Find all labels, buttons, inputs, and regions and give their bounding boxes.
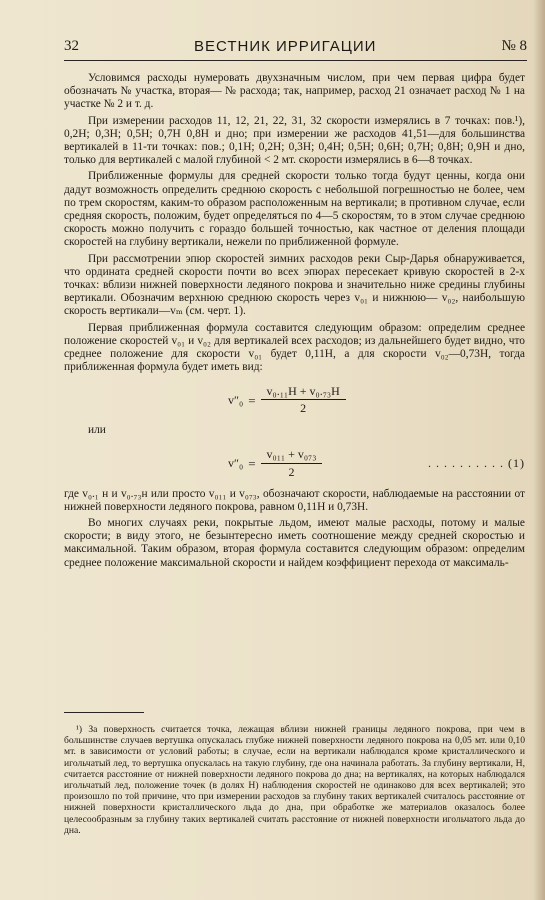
paragraph: Во многих случаях реки, покрытые льдом, имеют малые расходы, потому и малые скорости; в виду этого, не безынтересно иметь соотношение между средней скоростью и максимальной. Таким образом, вторая формула составится следующим образом: определим среднее положение максимальной скорости и найдем коэффициент перехода от максималь-: [64, 517, 525, 569]
equals-sign: =: [248, 456, 256, 472]
footnote-divider: [64, 712, 144, 713]
footnote: [64, 724, 525, 836]
journal-title: ВЕСТНИК ИРРИГАЦИИ: [194, 38, 377, 55]
paragraph: Условимся расходы нумеровать двухзначным числом, при чем первая цифра будет обозначать № участка, вторая— № расхода; так, например, расход 21 означает расход № 1 на участке № 2 и т. д.: [64, 72, 525, 111]
formula-1-lhs: v″₀: [228, 392, 244, 407]
formula-2-numerator: v₀₁₁ + v₀₇₃: [261, 448, 323, 463]
formula-1: [64, 380, 525, 420]
formula-1-denominator: 2: [300, 401, 307, 416]
formula-2-denominator: 2: [288, 464, 295, 479]
main-text: [64, 72, 525, 573]
formula-2-fraction: [261, 448, 323, 478]
formula-1-fraction: [261, 385, 346, 415]
page-number: 32: [64, 38, 79, 54]
page-header: [64, 38, 527, 61]
footnote-text: ¹) За поверхность считается точка, лежащая вблизи нижней границы ледяного покрова, при чем в большинстве случаев вертушка опускалась глубже нижней поверхности ледяного покрова на 0,05 мт. или 0,10 мт. в зависимости от условий работы; в случае, если на вертикали наблюдался кроме кристаллического и игольчатый лед, то вертушка опускалась на такую глубину, где она начинала работать. За глубину вертикали, Н, считается расстояние от нижней поверхности ледяного покрова до дна; на вертикалях, на которых наблюдался игольчатый лед, положение точек (в долях Н) наблюдения скоростей не одинаково для всех вертикалей; это произошло по той причине, что при измерении расходов за глубину таких вертикалей считалось расстояние от нижней поверхности кристаллического льда до дна, при обработке же материалов оказалось более целесообразным за глубину таких вертикалей считать расстояние от нижней поверхности игольчатого льда до дна.: [64, 724, 525, 836]
equals-sign: =: [248, 392, 256, 408]
paragraph: При рассмотрении эпюр скоростей зимних расходов реки Сыр-Дарья обнаруживается, что ордината средней скорости почти во всех эпюрах пересекает кривую скоростей в 2-х точках: вблизи нижней поверхности ледяного покрова и значительно ниже средины глубины вертикали. Обозначим верхнюю среднюю скорость через v₀₁ и нижнюю— v₀₂, наибольшую скорость вертикали—vₘ (см. черт. 1).: [64, 252, 525, 318]
formula-2-number: . . . . . . . . . . (1): [428, 456, 525, 471]
page-edge-shadow: [533, 0, 545, 900]
paragraph: При измерении расходов 11, 12, 21, 22, 31, 32 скорости измерялись в 7 точках: пов.¹), 0,2Н; 0,3Н; 0,5Н; 0,7Н 0,8Н и дно; при измерении же расходов 41,51—для большинства вертикалей в 11-ти точках: пов.; 0,1Н; 0,2Н; 0,3Н; 0,4Н; 0,5Н; 0,6Н; 0,7Н; 0,8Н; 0,9Н и дно, только для вертикалей с малой глубиной < 2 мт. скорости измерялись в 6—8 точках.: [64, 114, 525, 167]
paragraph: Приближенные формулы для средней скорости только тогда будут ценны, когда они дадут возможность определить среднюю скорость с небольшой погрешностью не более, чем по трем скоростям, каким-то образом расположенным на вертикали; в противном случае, если средняя скорость, положим, будет определяться по 4—5 скоростям, то в этом случае среднюю скорость можно получить с гораздо большей точностью, как частное от деления площади скоростей на глубину вертикали, нежели по приближенной формуле.: [64, 170, 525, 249]
paragraph: где v₀.₁ н и v₀.₇₃н или просто v₀₁₁ и v₀₇₃, обозначают скорости, наблюдаемые на расстоянии от нижней поверхности ледяного покрова, равном 0,11Н и 0,73Н.: [64, 487, 525, 513]
formula-1-numerator: v₀.₁₁H + v₀.₇₃H: [261, 385, 346, 400]
formula-2-lhs: v″₀: [228, 456, 244, 471]
formula-2: [64, 444, 525, 484]
issue-number: № 8: [501, 38, 527, 54]
paragraph: Первая приближенная формула составится следующим образом: определим среднее положение скоростей v₀₁ и v₀₂ для вертикалей всех расходов; из дальнейшего будет видно, что среднее положение для скорости v₀₁ будет 0,11Н, а для скорости v₀₂—0,73Н, тогда приближенная формула будет иметь вид:: [64, 321, 525, 374]
connector-word: или: [88, 424, 106, 437]
